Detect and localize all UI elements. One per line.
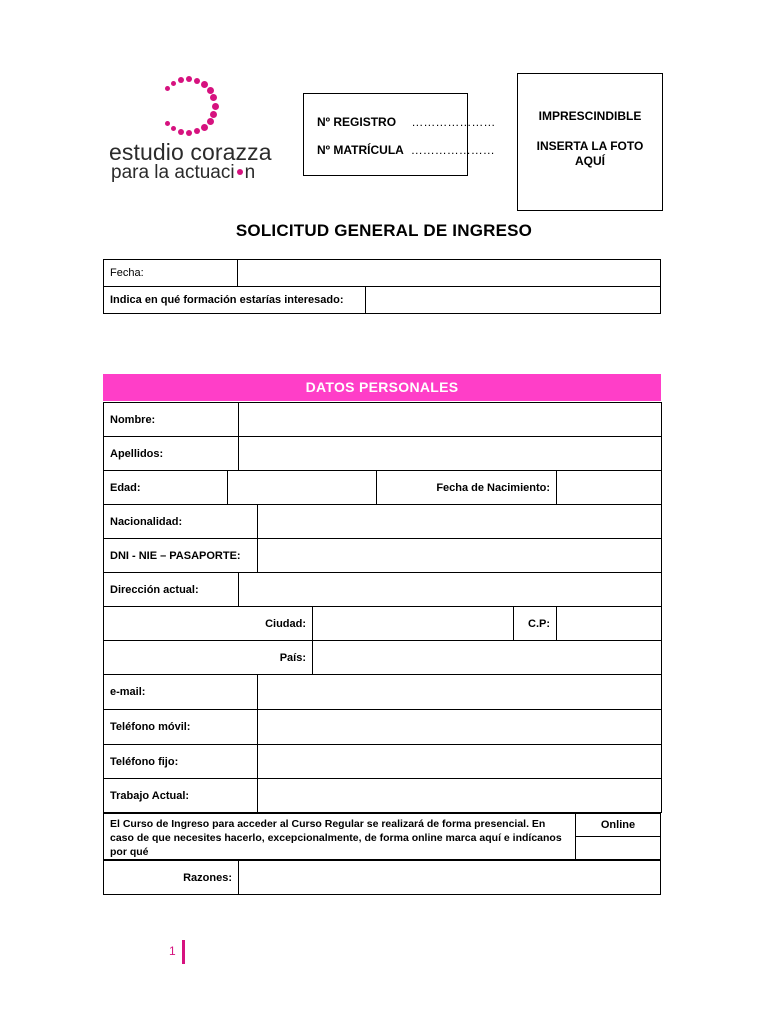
logo-dot [212, 103, 219, 110]
movil-field[interactable] [258, 710, 662, 745]
logo-dot [201, 124, 208, 131]
logo-dot [201, 81, 208, 88]
logo-dot [178, 129, 184, 135]
logo-dot [186, 76, 192, 82]
logo-dot [194, 78, 200, 84]
apellidos-label: Apellidos: [104, 437, 239, 471]
registro-box [303, 93, 496, 176]
page-title: SOLICITUD GENERAL DE INGRESO [235, 221, 533, 240]
logo-dot [194, 128, 200, 134]
email-label: e-mail: [104, 675, 258, 710]
logo-line-2: para la actuaci n [111, 162, 256, 183]
section-header-datos-personales: DATOS PERSONALES [103, 374, 661, 401]
logo-pink-dot [237, 169, 243, 175]
photo-box[interactable] [517, 73, 663, 211]
razones-field[interactable] [239, 861, 661, 895]
photo-here-label: AQUÍ [575, 154, 605, 168]
matricula-line: Nº MATRÍCULA ………………… [317, 143, 495, 157]
cp-label: C.P: [514, 607, 557, 641]
formacion-label: Indica en qué formación estarías interesado: [104, 287, 366, 314]
edad-label: Edad: [104, 471, 228, 505]
logo-dot [165, 86, 170, 91]
online-checkbox[interactable] [576, 837, 661, 860]
logo-dot [171, 81, 176, 86]
logo-dot [178, 77, 184, 83]
nacionalidad-field[interactable] [258, 505, 662, 539]
fecha-nacimiento-field[interactable] [557, 471, 662, 505]
registro-line: Nº REGISTRO ………………… [317, 115, 496, 129]
online-table [103, 813, 661, 860]
photo-insert-label: INSERTA LA FOTO [536, 139, 644, 153]
direccion-label: Dirección actual: [104, 573, 239, 607]
fecha-nacimiento-label: Fecha de Nacimiento: [377, 471, 557, 505]
page-number: 1 [169, 944, 176, 958]
razones-label: Razones: [104, 861, 239, 895]
email-field[interactable] [258, 675, 662, 710]
logo-dot [207, 87, 214, 94]
razones-table [103, 860, 661, 895]
logo-dot [186, 130, 192, 136]
movil-label: Teléfono móvil: [104, 710, 258, 745]
dni-field[interactable] [258, 539, 662, 573]
ciudad-label: Ciudad: [104, 607, 313, 641]
nombre-field[interactable] [239, 403, 662, 437]
logo-line-1: estudio corazza [109, 139, 272, 165]
edad-field[interactable] [228, 471, 377, 505]
photo-required-label: IMPRESCINDIBLE [538, 109, 642, 123]
top-form-table [103, 259, 661, 314]
dni-label: DNI - NIE – PASAPORTE: [104, 539, 258, 573]
nacionalidad-label: Nacionalidad: [104, 505, 258, 539]
logo-dot [171, 126, 176, 131]
nombre-label: Nombre: [104, 403, 239, 437]
fijo-field[interactable] [258, 745, 662, 779]
pais-field[interactable] [313, 641, 662, 675]
fecha-field[interactable] [238, 260, 661, 287]
fecha-label: Fecha: [104, 260, 238, 287]
apellidos-field[interactable] [239, 437, 662, 471]
cp-field[interactable] [557, 607, 662, 641]
page-number-bar [182, 940, 185, 964]
logo-dot [210, 94, 217, 101]
logo-dot [165, 121, 170, 126]
online-label: Online [576, 814, 661, 837]
personal-data-table [103, 402, 662, 813]
trabajo-label: Trabajo Actual: [104, 779, 258, 813]
logo-dot [207, 118, 214, 125]
curso-ingreso-text: El Curso de Ingreso para acceder al Curso Regular se realizará de forma presencial. En caso de que necesites hacerlo, excepcionalmente, de forma online marca aquí e indícanos por qué [104, 814, 576, 860]
direccion-field[interactable] [239, 573, 662, 607]
ciudad-field[interactable] [313, 607, 514, 641]
pais-label: País: [104, 641, 313, 675]
logo-dot [210, 111, 217, 118]
formacion-field[interactable] [366, 287, 661, 314]
trabajo-field[interactable] [258, 779, 662, 813]
fijo-label: Teléfono fijo: [104, 745, 258, 779]
